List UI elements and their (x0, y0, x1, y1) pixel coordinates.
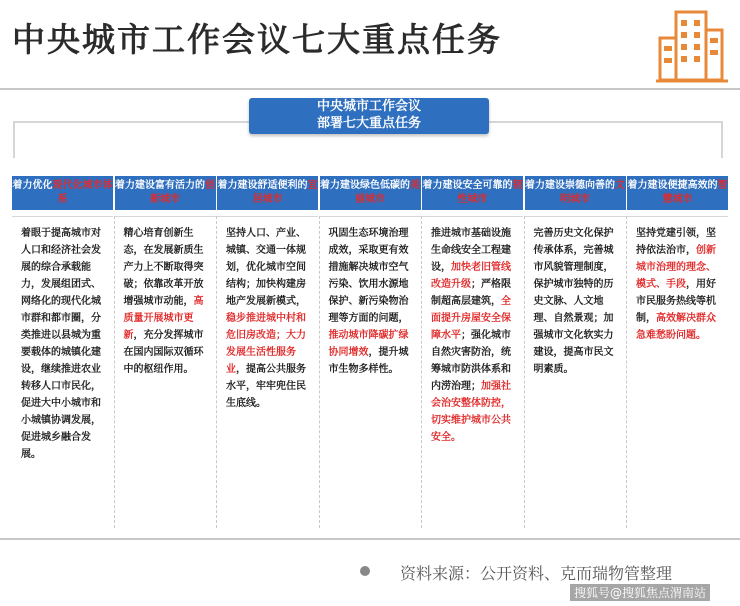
task-caption (217, 176, 318, 210)
footer-divider (0, 538, 740, 540)
task-column (422, 176, 523, 528)
task-caption-highlight: 美丽城市 (355, 180, 420, 205)
header-line2: 部署七大重点任务 (316, 116, 421, 131)
task-column (115, 176, 216, 528)
task-caption-text: 着力建设便捷高效的 (627, 180, 718, 191)
task-description (226, 225, 310, 412)
task-column (217, 176, 318, 528)
task-caption-highlight: 韧性城市 (457, 180, 523, 205)
task-description-text: 巩固生态环境治理成效，采取更有效措施解决城市空气污染、饮用水源地保护、新污染物治理等方面的问题， (328, 228, 409, 324)
task-caption (12, 176, 113, 210)
task-caption-highlight: 创新城市 (150, 180, 215, 205)
column-separator (421, 216, 423, 528)
header-box (249, 98, 489, 134)
task-body (320, 216, 421, 529)
task-column (320, 176, 421, 528)
task-caption-highlight: 文明城市 (560, 180, 625, 205)
task-description (21, 225, 105, 463)
task-description-text: 坚持党建引领，坚持依法治市， (636, 228, 716, 256)
task-column (627, 176, 728, 528)
column-separator (626, 216, 628, 528)
task-caption-highlight: 现代化城市体系 (52, 180, 113, 205)
task-description-highlight: 加强社会治安整体防控，切实维护城市公共安全。 (431, 381, 511, 443)
title-divider (0, 88, 740, 90)
task-caption (422, 176, 523, 210)
task-body (217, 216, 318, 529)
task-body (525, 216, 626, 529)
header-line1: 中央城市工作会议 (316, 99, 421, 114)
bullet-dot (360, 566, 370, 576)
task-body (115, 216, 216, 529)
watermark-credit: 搜狐号@搜狐焦点渭南站 (570, 584, 710, 601)
task-column (525, 176, 626, 528)
task-description-text: ，提高公共服务水平，牢牢兜住民生底线。 (226, 364, 306, 409)
column-separator (524, 216, 526, 528)
task-caption-text: 着力建设富有活力的 (115, 180, 205, 191)
task-caption (320, 176, 421, 210)
task-description (534, 225, 618, 378)
column-separator (319, 216, 321, 528)
task-description-highlight: 全面提升房屋安全保障水平 (431, 296, 511, 341)
task-description-highlight: 推动城市降碳扩绿协同增效 (328, 330, 409, 358)
task-description-highlight: 高效解决群众急难愁盼问题。 (636, 313, 716, 341)
task-description (431, 225, 515, 446)
task-description-text: ，充分发挥城市在国内国际双循环中的枢纽作用。 (123, 330, 204, 375)
task-description-text: 推进城市基础设施生命线安全工程建设， (431, 228, 511, 273)
task-caption (627, 176, 728, 210)
task-description-text: ；严格限制超高层建筑， (431, 279, 511, 307)
task-description (329, 225, 413, 378)
task-columns (12, 176, 728, 528)
task-description (636, 225, 720, 344)
task-description-text: 精心培育创新生态，在发展新质生产力上不断取得突破；依靠改革开放增强城市动能， (123, 228, 204, 307)
task-column (12, 176, 113, 528)
task-description-text: 坚持人口、产业、城镇、交通一体规划，优化城市空间结构；加快构建房地产发展新模式， (226, 228, 306, 307)
task-description-highlight: 加快老旧管线改造升级 (431, 262, 511, 290)
task-description-text: ，用好市民服务热线等机制， (636, 279, 716, 324)
task-caption-highlight: 宜居城市 (252, 180, 318, 205)
task-body (12, 216, 113, 529)
task-body (627, 216, 728, 529)
task-description-text: 完善历史文化保护传承体系，完善城市风貌管理制度，保护城市独特的历史文脉、人文地理、自然景观；加强城市文化软实力建设，提高市民文明素质。 (533, 228, 614, 375)
task-caption (115, 176, 216, 210)
column-separator (114, 216, 116, 528)
task-caption-text: 着力建设舒适便利的 (217, 180, 308, 191)
task-body (422, 216, 523, 529)
task-description-text: 着眼于提高城市对人口和经济社会发展的综合承载能力，发展组团式、网络化的现代化城市群和都市圈，分类推进以县城为重要载体的城镇化建设，继续推进农业转移人口市民化，促进大中小城市和小城镇协调发展，促进城乡融合发展。 (21, 228, 101, 460)
task-description-text: ；强化城市自然灾害防治，统筹城市防洪体系和内涝治理； (431, 330, 511, 392)
building-logo-icon (656, 4, 728, 84)
task-caption-text: 着力建设崇德向善的 (525, 180, 615, 191)
task-caption-text: 着力优化 (12, 180, 53, 191)
task-caption (525, 176, 626, 210)
task-description-highlight: 创新城市治理的理念、模式、手段 (636, 245, 716, 290)
task-caption-text: 着力建设安全可靠的 (422, 180, 513, 191)
column-separator (216, 216, 218, 528)
task-description-highlight: 高质量开展城市更新 (123, 296, 204, 341)
task-caption-text: 着力建设绿色低碳的 (320, 180, 410, 191)
page-title: 中央城市工作会议七大重点任务 (12, 20, 502, 59)
task-description (124, 225, 208, 378)
task-caption-highlight: 智慧城市 (662, 180, 728, 205)
task-description-highlight: 稳步推进城中村和危旧房改造；大力发展生活性服务业 (226, 313, 306, 375)
task-description-text: ，提升城市生物多样性。 (328, 347, 409, 375)
source-note: 资料来源：公开资料、克而瑞物管整理 (400, 564, 673, 583)
